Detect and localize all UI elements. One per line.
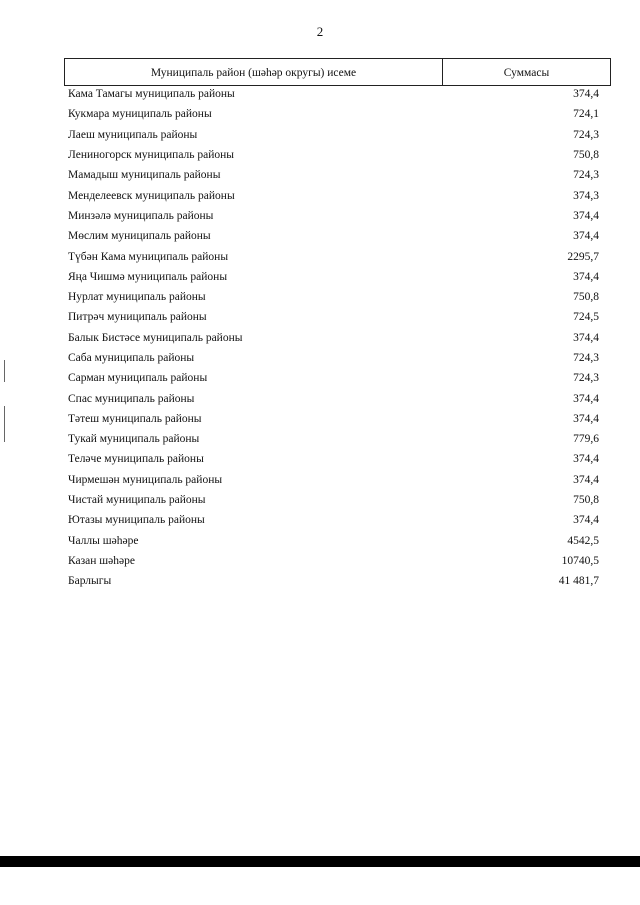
row-value: 374,4	[573, 270, 599, 283]
table-row	[64, 348, 599, 368]
table-row	[64, 165, 599, 185]
row-value: 374,4	[573, 453, 599, 466]
table-row	[64, 267, 599, 287]
row-name: Менделеевск муниципаль районы	[68, 189, 235, 202]
table-header	[64, 58, 611, 86]
row-value: 41 481,7	[558, 575, 599, 588]
table-row	[64, 287, 599, 307]
column-header-name: Муниципаль район (шәһәр округы) исеме	[65, 59, 443, 85]
table-row	[64, 551, 599, 571]
table-row	[64, 470, 599, 490]
table-row	[64, 409, 599, 429]
row-value: 374,4	[573, 331, 599, 344]
table-row	[64, 125, 599, 145]
row-name: Мамадыш муниципаль районы	[68, 169, 221, 182]
row-value: 750,8	[573, 149, 599, 162]
table-body	[64, 84, 599, 591]
row-value: 374,4	[573, 473, 599, 486]
scan-edge-mark	[4, 406, 5, 442]
scan-bottom-edge	[0, 856, 640, 867]
row-value: 724,3	[573, 372, 599, 385]
column-header-sum: Суммасы	[503, 67, 550, 79]
row-name: Барлыгы	[68, 575, 112, 588]
table-row	[64, 145, 599, 165]
table-row	[64, 510, 599, 530]
table-row	[64, 185, 599, 205]
row-name: Питрәч муниципаль районы	[68, 311, 207, 324]
row-value: 750,8	[573, 291, 599, 304]
row-value: 374,3	[573, 189, 599, 202]
row-value: 750,8	[573, 494, 599, 507]
table-row	[64, 388, 599, 408]
row-value: 779,6	[573, 433, 599, 446]
row-name: Чаллы шәһәре	[68, 534, 139, 547]
row-value: 374,4	[573, 88, 599, 101]
row-name: Ютазы муниципаль районы	[68, 514, 205, 527]
row-value: 724,1	[573, 108, 599, 121]
row-value: 374,4	[573, 412, 599, 425]
row-value: 374,4	[573, 230, 599, 243]
row-name: Сарман муниципаль районы	[68, 372, 208, 385]
table-row	[64, 307, 599, 327]
table-row	[64, 531, 599, 551]
row-value: 4542,5	[567, 534, 599, 547]
row-name: Саба муниципаль районы	[68, 352, 195, 364]
row-value: 724,3	[573, 352, 599, 364]
row-name: Лаеш муниципаль районы	[68, 128, 198, 141]
table-row-total	[64, 571, 599, 591]
row-value: 724,3	[573, 169, 599, 182]
row-value: 2295,7	[567, 250, 599, 263]
row-value: 724,5	[573, 311, 599, 324]
row-name: Минзәлә муниципаль районы	[68, 209, 214, 222]
table-row	[64, 206, 599, 226]
row-value: 10740,5	[561, 554, 599, 567]
row-name: Мөслим муниципаль районы	[68, 230, 211, 243]
row-name: Спас муниципаль районы	[68, 392, 195, 405]
row-name: Тукай муниципаль районы	[68, 433, 200, 446]
row-name: Яңа Чишмә муниципаль районы	[68, 270, 228, 283]
row-name: Кама Тамагы муниципаль районы	[68, 88, 235, 101]
row-name: Кукмара муниципаль районы	[68, 108, 212, 121]
row-value: 374,4	[573, 392, 599, 405]
page-number: 2	[316, 24, 324, 39]
row-name: Тәтеш муниципаль районы	[68, 412, 202, 425]
row-name: Казан шәһәре	[68, 554, 135, 567]
table-row	[64, 104, 599, 124]
table-row	[64, 84, 599, 104]
table-row	[64, 328, 599, 348]
table-row	[64, 226, 599, 246]
table-row	[64, 368, 599, 388]
table-row	[64, 246, 599, 266]
row-value: 374,4	[573, 209, 599, 222]
table-row	[64, 449, 599, 469]
row-name: Чистай муниципаль районы	[68, 494, 206, 507]
row-name: Теләче муниципаль районы	[68, 453, 204, 466]
row-name: Лениногорск муниципаль районы	[68, 149, 235, 162]
row-name: Түбән Кама муниципаль районы	[68, 250, 229, 263]
table-row	[64, 490, 599, 510]
table-row	[64, 429, 599, 449]
row-name: Балык Бистәсе муниципаль районы	[68, 331, 243, 344]
row-name: Чирмешән муниципаль районы	[68, 473, 223, 486]
row-name: Нурлат муниципаль районы	[68, 291, 206, 304]
row-value: 374,4	[573, 514, 599, 527]
scan-edge-mark	[4, 360, 5, 382]
row-value: 724,3	[573, 128, 599, 141]
